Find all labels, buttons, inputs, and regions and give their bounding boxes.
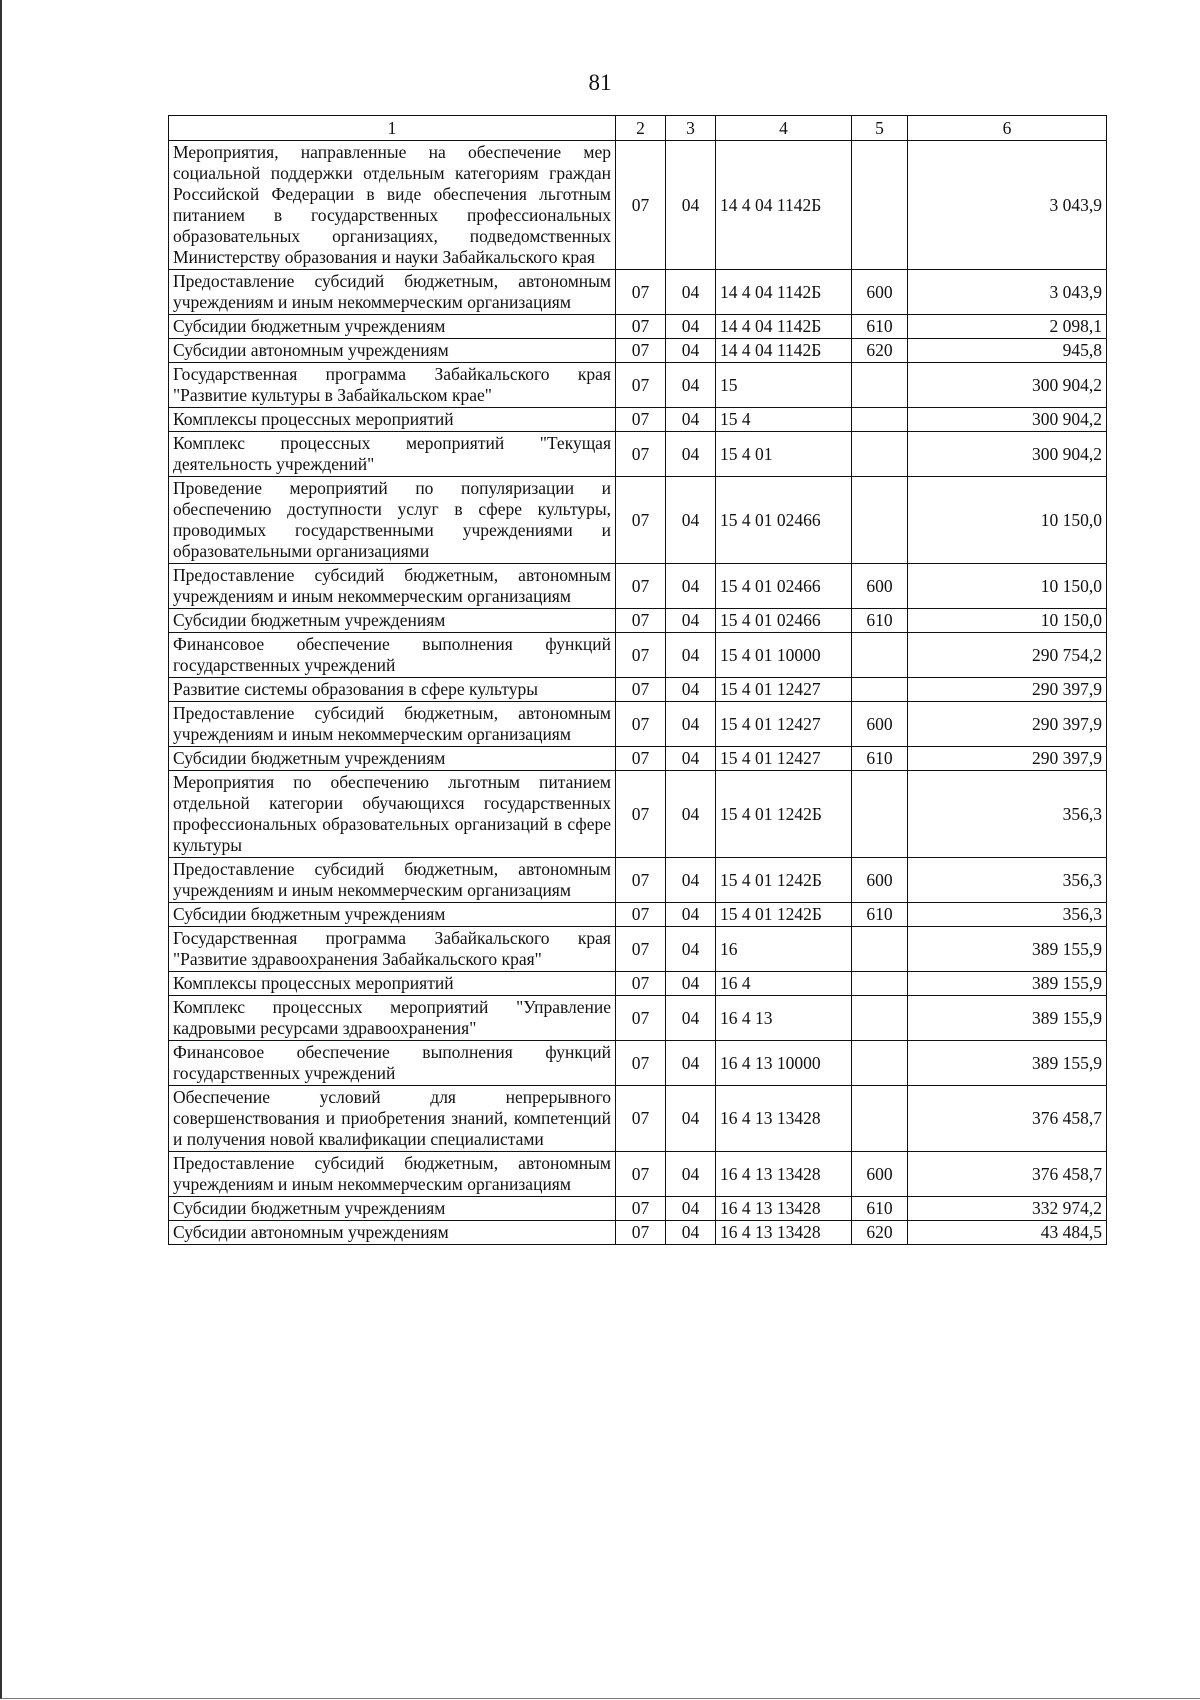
cell-name: Комплексы процессных мероприятий — [169, 408, 616, 432]
cell-amount: 389 155,9 — [908, 996, 1107, 1041]
cell-name: Комплекс процессных мероприятий "Текущая деятельность учреждений" — [169, 432, 616, 477]
cell-subsection: 04 — [666, 996, 716, 1041]
cell-amount: 290 397,9 — [908, 678, 1107, 702]
cell-section: 07 — [616, 477, 666, 564]
cell-subsection: 04 — [666, 771, 716, 858]
cell-subsection: 04 — [666, 408, 716, 432]
cell-expense-type — [852, 1041, 908, 1086]
cell-section: 07 — [616, 633, 666, 678]
cell-subsection: 04 — [666, 972, 716, 996]
cell-name: Финансовое обеспечение выполнения функций государственных учреждений — [169, 1041, 616, 1086]
cell-target-article: 16 4 13 13428 — [716, 1152, 852, 1197]
cell-expense-type — [852, 432, 908, 477]
cell-section: 07 — [616, 609, 666, 633]
cell-name: Предоставление субсидий бюджетным, автономным учреждениям и иным некоммерческим организациям — [169, 858, 616, 903]
table-row — [169, 771, 1107, 858]
cell-name: Развитие системы образования в сфере культуры — [169, 678, 616, 702]
cell-expense-type — [852, 678, 908, 702]
cell-subsection: 04 — [666, 678, 716, 702]
cell-section: 07 — [616, 408, 666, 432]
cell-name: Субсидии бюджетным учреждениям — [169, 747, 616, 771]
cell-amount: 300 904,2 — [908, 363, 1107, 408]
cell-expense-type: 610 — [852, 315, 908, 339]
cell-section: 07 — [616, 1221, 666, 1245]
cell-amount: 10 150,0 — [908, 609, 1107, 633]
header-cell-subsection: 3 — [666, 116, 716, 141]
cell-amount: 300 904,2 — [908, 408, 1107, 432]
cell-amount: 3 043,9 — [908, 270, 1107, 315]
cell-target-article: 15 4 01 02466 — [716, 609, 852, 633]
cell-amount: 389 155,9 — [908, 972, 1107, 996]
cell-expense-type: 610 — [852, 1197, 908, 1221]
cell-amount: 376 458,7 — [908, 1152, 1107, 1197]
cell-amount: 376 458,7 — [908, 1086, 1107, 1152]
cell-expense-type — [852, 996, 908, 1041]
cell-expense-type: 600 — [852, 1152, 908, 1197]
cell-target-article: 16 4 13 13428 — [716, 1086, 852, 1152]
cell-expense-type — [852, 1086, 908, 1152]
table-body — [169, 116, 1107, 1245]
cell-target-article: 15 4 01 12427 — [716, 702, 852, 747]
cell-subsection: 04 — [666, 858, 716, 903]
table-row — [169, 678, 1107, 702]
cell-amount: 389 155,9 — [908, 1041, 1107, 1086]
cell-subsection: 04 — [666, 1086, 716, 1152]
cell-name: Государственная программа Забайкальского края "Развитие здравоохранения Забайкальского края" — [169, 927, 616, 972]
cell-amount: 356,3 — [908, 771, 1107, 858]
cell-name: Мероприятия, направленные на обеспечение мер социальной поддержки отдельным категориям граждан Российской Федерации в виде обеспечения льготным питанием в государственных профессиональных образовательных организациях, подведомственных Министерству образования и науки Забайкальского края — [169, 141, 616, 270]
cell-section: 07 — [616, 1041, 666, 1086]
cell-name: Субсидии бюджетным учреждениям — [169, 609, 616, 633]
cell-target-article: 14 4 04 1142Б — [716, 270, 852, 315]
cell-amount: 389 155,9 — [908, 927, 1107, 972]
header-cell-section: 2 — [616, 116, 666, 141]
cell-amount: 290 397,9 — [908, 747, 1107, 771]
cell-expense-type — [852, 633, 908, 678]
cell-target-article: 15 4 01 02466 — [716, 564, 852, 609]
cell-expense-type — [852, 972, 908, 996]
cell-name: Государственная программа Забайкальского края "Развитие культуры в Забайкальском крае" — [169, 363, 616, 408]
cell-target-article: 14 4 04 1142Б — [716, 339, 852, 363]
cell-name: Предоставление субсидий бюджетным, автономным учреждениям и иным некоммерческим организациям — [169, 1152, 616, 1197]
cell-target-article: 16 — [716, 927, 852, 972]
cell-amount: 43 484,5 — [908, 1221, 1107, 1245]
table-row — [169, 858, 1107, 903]
cell-subsection: 04 — [666, 270, 716, 315]
cell-target-article: 15 — [716, 363, 852, 408]
cell-amount: 356,3 — [908, 903, 1107, 927]
cell-expense-type: 620 — [852, 1221, 908, 1245]
cell-target-article: 15 4 01 02466 — [716, 477, 852, 564]
cell-target-article: 16 4 13 10000 — [716, 1041, 852, 1086]
cell-subsection: 04 — [666, 477, 716, 564]
budget-table — [168, 115, 1107, 1245]
cell-target-article: 16 4 13 13428 — [716, 1221, 852, 1245]
table-row — [169, 1086, 1107, 1152]
table-row — [169, 270, 1107, 315]
cell-subsection: 04 — [666, 747, 716, 771]
cell-amount: 332 974,2 — [908, 1197, 1107, 1221]
cell-subsection: 04 — [666, 1041, 716, 1086]
cell-target-article: 16 4 13 13428 — [716, 1197, 852, 1221]
table-row — [169, 141, 1107, 270]
cell-subsection: 04 — [666, 1197, 716, 1221]
cell-section: 07 — [616, 702, 666, 747]
cell-subsection: 04 — [666, 1221, 716, 1245]
cell-amount: 3 043,9 — [908, 141, 1107, 270]
cell-amount: 945,8 — [908, 339, 1107, 363]
cell-target-article: 16 4 13 — [716, 996, 852, 1041]
cell-subsection: 04 — [666, 1152, 716, 1197]
cell-target-article: 15 4 01 1242Б — [716, 771, 852, 858]
cell-expense-type — [852, 408, 908, 432]
cell-expense-type — [852, 141, 908, 270]
page-number: 81 — [588, 70, 612, 95]
cell-amount: 300 904,2 — [908, 432, 1107, 477]
cell-subsection: 04 — [666, 609, 716, 633]
cell-section: 07 — [616, 771, 666, 858]
cell-expense-type: 610 — [852, 903, 908, 927]
cell-expense-type: 600 — [852, 564, 908, 609]
cell-amount: 290 397,9 — [908, 702, 1107, 747]
cell-name: Мероприятия по обеспечению льготным питанием отдельной категории обучающихся государственных профессиональных образовательных организаций в сфере культуры — [169, 771, 616, 858]
header-cell-target-article: 4 — [716, 116, 852, 141]
cell-name: Субсидии бюджетным учреждениям — [169, 1197, 616, 1221]
cell-section: 07 — [616, 363, 666, 408]
table-row — [169, 972, 1107, 996]
cell-expense-type: 600 — [852, 270, 908, 315]
cell-subsection: 04 — [666, 315, 716, 339]
cell-name: Финансовое обеспечение выполнения функций государственных учреждений — [169, 633, 616, 678]
table-row — [169, 315, 1107, 339]
cell-name: Субсидии автономным учреждениям — [169, 339, 616, 363]
cell-section: 07 — [616, 315, 666, 339]
cell-section: 07 — [616, 141, 666, 270]
table-row — [169, 903, 1107, 927]
cell-section: 07 — [616, 339, 666, 363]
table-row — [169, 477, 1107, 564]
cell-section: 07 — [616, 747, 666, 771]
table-row — [169, 363, 1107, 408]
table-row — [169, 1041, 1107, 1086]
table-row — [169, 408, 1107, 432]
cell-section: 07 — [616, 564, 666, 609]
cell-name: Субсидии бюджетным учреждениям — [169, 315, 616, 339]
cell-name: Проведение мероприятий по популяризации и обеспечению доступности услуг в сфере культуры, проводимых государственными учреждениями и образовательными организациями — [169, 477, 616, 564]
cell-subsection: 04 — [666, 432, 716, 477]
cell-section: 07 — [616, 270, 666, 315]
table-row — [169, 996, 1107, 1041]
cell-section: 07 — [616, 1086, 666, 1152]
cell-subsection: 04 — [666, 903, 716, 927]
cell-target-article: 15 4 01 12427 — [716, 678, 852, 702]
cell-section: 07 — [616, 927, 666, 972]
cell-expense-type: 600 — [852, 858, 908, 903]
cell-section: 07 — [616, 678, 666, 702]
cell-section: 07 — [616, 432, 666, 477]
cell-target-article: 14 4 04 1142Б — [716, 315, 852, 339]
cell-expense-type — [852, 771, 908, 858]
header-cell-name: 1 — [169, 116, 616, 141]
cell-expense-type: 610 — [852, 609, 908, 633]
cell-name: Комплекс процессных мероприятий "Управление кадровыми ресурсами здравоохранения" — [169, 996, 616, 1041]
table-row — [169, 1221, 1107, 1245]
cell-amount: 2 098,1 — [908, 315, 1107, 339]
cell-subsection: 04 — [666, 633, 716, 678]
table-row — [169, 339, 1107, 363]
cell-subsection: 04 — [666, 141, 716, 270]
cell-amount: 356,3 — [908, 858, 1107, 903]
cell-name: Субсидии бюджетным учреждениям — [169, 903, 616, 927]
cell-target-article: 15 4 01 1242Б — [716, 858, 852, 903]
header-cell-expense-type: 5 — [852, 116, 908, 141]
cell-expense-type — [852, 927, 908, 972]
header-cell-amount: 6 — [908, 116, 1107, 141]
cell-target-article: 16 4 — [716, 972, 852, 996]
table-row — [169, 633, 1107, 678]
cell-expense-type: 620 — [852, 339, 908, 363]
cell-expense-type: 600 — [852, 702, 908, 747]
cell-name: Предоставление субсидий бюджетным, автономным учреждениям и иным некоммерческим организациям — [169, 702, 616, 747]
cell-amount: 10 150,0 — [908, 477, 1107, 564]
header-row — [169, 116, 1107, 141]
cell-section: 07 — [616, 996, 666, 1041]
cell-target-article: 15 4 01 12427 — [716, 747, 852, 771]
cell-amount: 290 754,2 — [908, 633, 1107, 678]
cell-section: 07 — [616, 858, 666, 903]
cell-name: Предоставление субсидий бюджетным, автономным учреждениям и иным некоммерческим организациям — [169, 270, 616, 315]
cell-name: Комплексы процессных мероприятий — [169, 972, 616, 996]
table-row — [169, 564, 1107, 609]
table-row — [169, 1197, 1107, 1221]
cell-expense-type: 610 — [852, 747, 908, 771]
table-row — [169, 609, 1107, 633]
table-row — [169, 747, 1107, 771]
cell-subsection: 04 — [666, 927, 716, 972]
cell-expense-type — [852, 477, 908, 564]
cell-target-article: 15 4 01 — [716, 432, 852, 477]
cell-section: 07 — [616, 903, 666, 927]
cell-name: Предоставление субсидий бюджетным, автономным учреждениям и иным некоммерческим организациям — [169, 564, 616, 609]
table-row — [169, 702, 1107, 747]
cell-subsection: 04 — [666, 564, 716, 609]
cell-subsection: 04 — [666, 702, 716, 747]
cell-name: Обеспечение условий для непрерывного совершенствования и приобретения знаний, компетенций и получения новой квалификации специалистами — [169, 1086, 616, 1152]
cell-section: 07 — [616, 972, 666, 996]
cell-subsection: 04 — [666, 339, 716, 363]
cell-name: Субсидии автономным учреждениям — [169, 1221, 616, 1245]
table-row — [169, 927, 1107, 972]
table-row — [169, 432, 1107, 477]
cell-expense-type — [852, 363, 908, 408]
cell-target-article: 15 4 01 10000 — [716, 633, 852, 678]
cell-section: 07 — [616, 1197, 666, 1221]
cell-target-article: 14 4 04 1142Б — [716, 141, 852, 270]
cell-subsection: 04 — [666, 363, 716, 408]
table-row — [169, 1152, 1107, 1197]
cell-section: 07 — [616, 1152, 666, 1197]
cell-target-article: 15 4 — [716, 408, 852, 432]
cell-target-article: 15 4 01 1242Б — [716, 903, 852, 927]
cell-amount: 10 150,0 — [908, 564, 1107, 609]
